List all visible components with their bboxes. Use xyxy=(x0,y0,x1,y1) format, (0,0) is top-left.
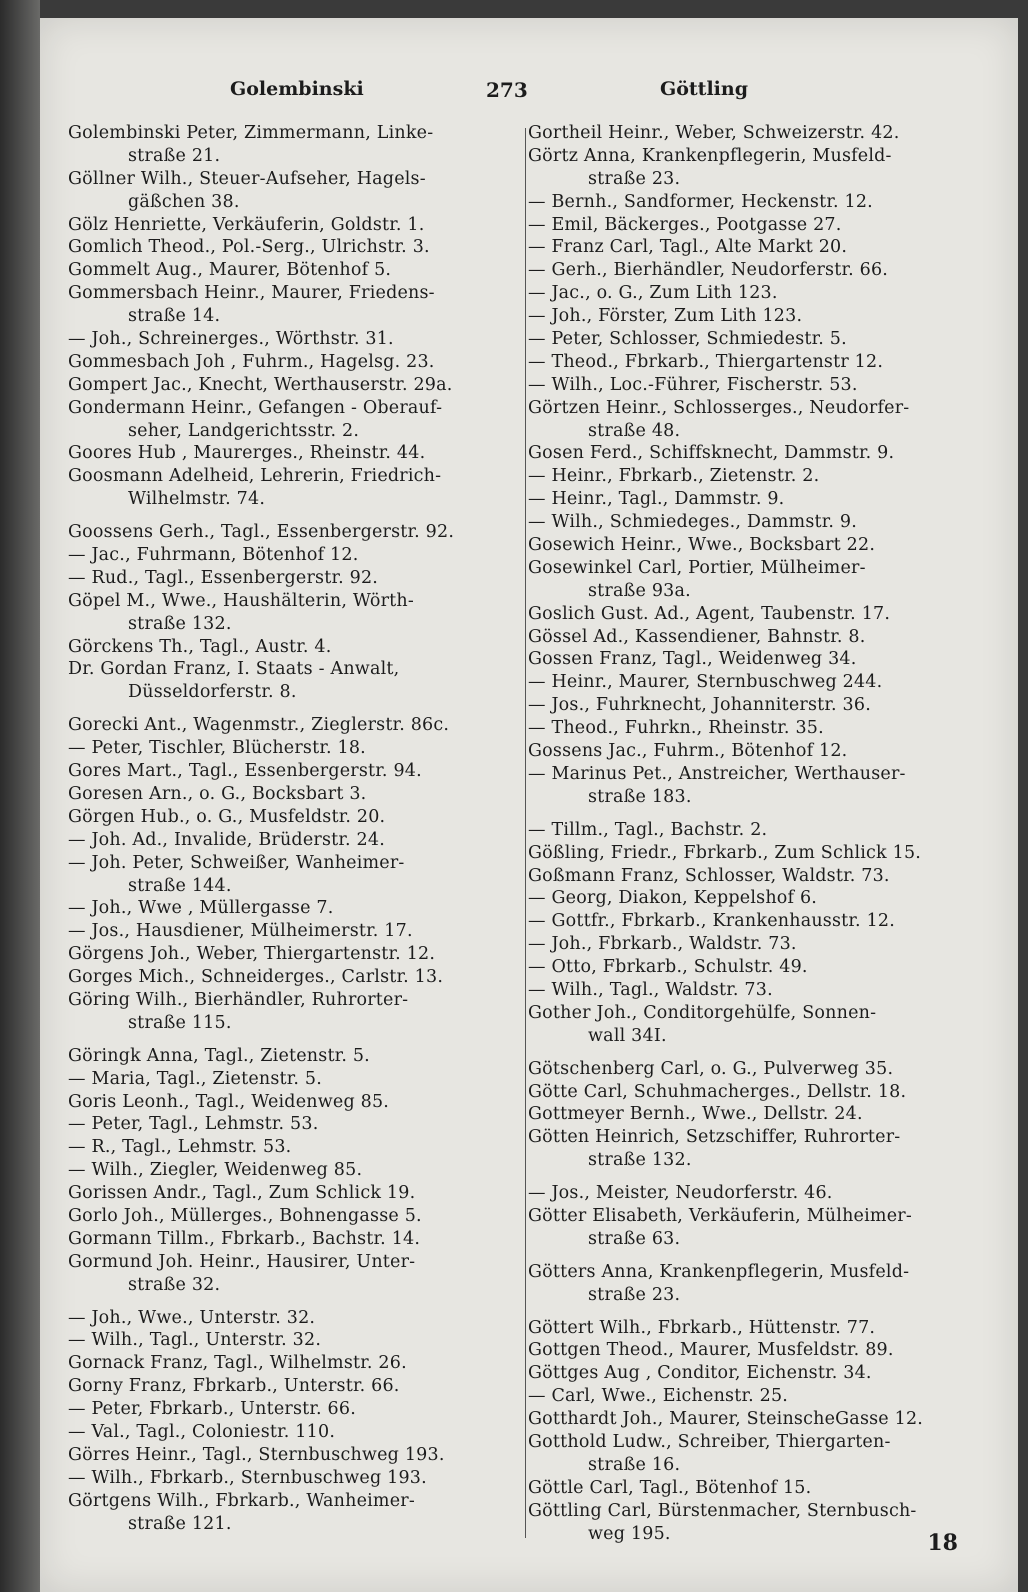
directory-entry-line: — Wilh., Ziegler, Weidenweg 85. xyxy=(68,1160,363,1181)
directory-entry-line: Götters Anna, Krankenpflegerin, Musfeld- xyxy=(528,1261,910,1282)
directory-entry-line: Gorges Mich., Schneiderges., Carlstr. 13. xyxy=(68,967,444,988)
header-left-keyword: Golembinski xyxy=(230,78,364,100)
directory-entry-line: straße 63. xyxy=(588,1228,681,1249)
directory-entry-line: Görckens Th., Tagl., Austr. 4. xyxy=(68,636,332,657)
directory-entry-line: Gossen Franz, Tagl., Weidenweg 34. xyxy=(528,649,857,670)
directory-entry-line: straße 132. xyxy=(588,1150,692,1171)
directory-entry-line: Gommelt Aug., Maurer, Bötenhof 5. xyxy=(68,260,392,281)
directory-entry-line: Gores Mart., Tagl., Essenbergerstr. 94. xyxy=(68,761,422,782)
directory-entry-line: Gomlich Theod., Pol.-Serg., Ulrichstr. 3. xyxy=(68,237,430,258)
left-column xyxy=(68,122,508,1535)
directory-entry-line: — Jac., o. G., Zum Lith 123. xyxy=(528,283,778,304)
directory-entry-line: Götschenberg Carl, o. G., Pulverweg 35. xyxy=(528,1058,894,1079)
directory-entry-line: — Emil, Bäckerges., Pootgasse 27. xyxy=(528,214,842,235)
directory-entry-line: — Carl, Wwe., Eichenstr. 25. xyxy=(528,1386,789,1407)
directory-entry-line: Goossens Gerh., Tagl., Essenbergerstr. 92. xyxy=(68,522,455,543)
directory-entry-line: Gornack Franz, Tagl., Wilhelmstr. 26. xyxy=(68,1353,407,1374)
directory-entry-line: straße 14. xyxy=(128,306,221,327)
directory-entry-line: Göttling Carl, Bürstenmacher, Sternbusch- xyxy=(528,1500,917,1521)
directory-entry-line: straße 32. xyxy=(128,1274,221,1295)
directory-entry-line: Gormann Tillm., Fbrkarb., Bachstr. 14. xyxy=(68,1228,421,1249)
directory-entry-line: Goris Leonh., Tagl., Weidenweg 85. xyxy=(68,1091,390,1112)
directory-entry-line: Götte Carl, Schuhmacherges., Dellstr. 18. xyxy=(528,1081,907,1102)
directory-entry-line: Göllner Wilh., Steuer-Aufseher, Hagels- xyxy=(68,168,426,189)
directory-entry-line: — Peter, Tischler, Blücherstr. 18. xyxy=(68,738,366,759)
directory-entry-line: — R., Tagl., Lehmstr. 53. xyxy=(68,1137,292,1158)
directory-entry-line: Gosewich Heinr., Wwe., Bocksbart 22. xyxy=(528,535,876,556)
directory-entry-line: Göringk Anna, Tagl., Zietenstr. 5. xyxy=(68,1045,370,1066)
directory-entry-line: — Bernh., Sandformer, Heckenstr. 12. xyxy=(528,191,873,212)
directory-entry-line: — Tillm., Tagl., Bachstr. 2. xyxy=(528,819,768,840)
directory-entry-line: — Jos., Hausdiener, Mülheimerstr. 17. xyxy=(68,921,413,942)
directory-entry-line: Gottgen Theod., Maurer, Musfeldstr. 89. xyxy=(528,1340,894,1361)
directory-entry-line: straße 93a. xyxy=(588,580,691,601)
directory-entry-line: gäßchen 38. xyxy=(128,191,240,212)
directory-entry-line: Görgens Joh., Weber, Thiergartenstr. 12. xyxy=(68,944,436,965)
directory-entry-line: Götten Heinrich, Setzschiffer, Ruhrorter- xyxy=(528,1127,901,1148)
directory-entry-line: straße 132. xyxy=(128,613,232,634)
directory-entry-line: straße 144. xyxy=(128,875,232,896)
directory-entry-line: — Joh., Schreinerges., Wörthstr. 31. xyxy=(68,329,394,350)
directory-entry-line: Görtzen Heinr., Schlosserges., Neudorfer- xyxy=(528,397,910,418)
directory-entry-line: straße 16. xyxy=(588,1454,681,1475)
directory-entry-line: Göttges Aug , Conditor, Eichenstr. 34. xyxy=(528,1363,872,1384)
directory-entry-line: — Wilh., Schmiedeges., Dammstr. 9. xyxy=(528,512,858,533)
directory-entry-line: Goresen Arn., o. G., Bocksbart 3. xyxy=(68,783,367,804)
directory-entry-line: Gondermann Heinr., Gefangen - Oberauf- xyxy=(68,397,443,418)
column-divider xyxy=(525,128,526,1538)
right-column xyxy=(528,122,978,1545)
directory-entry-line: Gorny Franz, Fbrkarb., Unterstr. 66. xyxy=(68,1376,400,1397)
directory-entry-line: — Wilh., Loc.-Führer, Fischerstr. 53. xyxy=(528,374,858,395)
directory-entry-line: Gosewinkel Carl, Portier, Mülheimer- xyxy=(528,557,866,578)
directory-entry-line: Düsseldorferstr. 8. xyxy=(128,682,297,703)
directory-entry-line: — Peter, Schlosser, Schmiedestr. 5. xyxy=(528,329,847,350)
directory-entry-line: Gompert Jac., Knecht, Werthauserstr. 29a. xyxy=(68,374,453,395)
directory-entry-line: straße 183. xyxy=(588,786,692,807)
directory-entry-line: — Heinr., Maurer, Sternbuschweg 244. xyxy=(528,672,883,693)
directory-entry-line: Gotthold Ludw., Schreiber, Thiergarten- xyxy=(528,1431,891,1452)
directory-entry-line: — Jos., Meister, Neudorferstr. 46. xyxy=(528,1183,833,1204)
directory-entry-line: — Joh., Wwe., Unterstr. 32. xyxy=(68,1307,316,1328)
book-spine-shadow xyxy=(0,0,40,1592)
running-header xyxy=(40,78,1018,108)
directory-entry-line: — Peter, Tagl., Lehmstr. 53. xyxy=(68,1114,319,1135)
directory-entry-line: straße 23. xyxy=(588,1284,681,1305)
directory-entry-line: Görtz Anna, Krankenpflegerin, Musfeld- xyxy=(528,145,892,166)
directory-entry-line: Gorlo Joh., Müllerges., Bohnengasse 5. xyxy=(68,1205,422,1226)
directory-entry-line: — Otto, Fbrkarb., Schulstr. 49. xyxy=(528,957,808,978)
directory-entry-line: Göring Wilh., Bierhändler, Ruhrorter- xyxy=(68,989,409,1010)
directory-entry-line: — Peter, Fbrkarb., Unterstr. 66. xyxy=(68,1399,356,1420)
directory-entry-line: Gössel Ad., Kassendiener, Bahnstr. 8. xyxy=(528,626,866,647)
directory-entry-line: — Theod., Fbrkarb., Thiergartenstr 12. xyxy=(528,351,884,372)
directory-entry-line: Gorecki Ant., Wagenmstr., Zieglerstr. 86c. xyxy=(68,715,450,736)
header-page-number: 273 xyxy=(486,78,528,102)
directory-entry-line: — Joh. Ad., Invalide, Brüderstr. 24. xyxy=(68,829,385,850)
directory-entry-line: Gölz Henriette, Verkäuferin, Goldstr. 1. xyxy=(68,214,425,235)
directory-entry-line: — Theod., Fuhrkn., Rheinstr. 35. xyxy=(528,718,824,739)
directory-entry-line: — Franz Carl, Tagl., Alte Markt 20. xyxy=(528,237,848,258)
directory-entry-line: Götter Elisabeth, Verkäuferin, Mülheimer- xyxy=(528,1205,912,1226)
directory-entry-line: Gommersbach Heinr., Maurer, Friedens- xyxy=(68,283,435,304)
directory-entry-line: — Rud., Tagl., Essenbergerstr. 92. xyxy=(68,567,379,588)
directory-entry-line: Goßmann Franz, Schlosser, Waldstr. 73. xyxy=(528,865,890,886)
directory-entry-line: Görtgens Wilh., Fbrkarb., Wanheimer- xyxy=(68,1490,415,1511)
directory-entry-line: straße 48. xyxy=(588,420,681,441)
directory-entry-line: — Joh. Peter, Schweißer, Wanheimer- xyxy=(68,852,405,873)
directory-entry-line: — Wilh., Tagl., Unterstr. 32. xyxy=(68,1330,322,1351)
directory-entry-line: Gößling, Friedr., Fbrkarb., Zum Schlick 15. xyxy=(528,842,922,863)
directory-entry-line: straße 121. xyxy=(128,1513,232,1534)
directory-entry-line: seher, Landgerichtsstr. 2. xyxy=(128,420,360,441)
directory-entry-line: Göttle Carl, Tagl., Bötenhof 15. xyxy=(528,1477,812,1498)
directory-entry-line: — Georg, Diakon, Keppelshof 6. xyxy=(528,888,818,909)
directory-entry-line: Gosen Ferd., Schiffsknecht, Dammstr. 9. xyxy=(528,443,895,464)
directory-entry-line: Goslich Gust. Ad., Agent, Taubenstr. 17. xyxy=(528,603,891,624)
directory-entry-line: — Marinus Pet., Anstreicher, Werthauser- xyxy=(528,763,906,784)
directory-entry-line: weg 195. xyxy=(588,1523,671,1544)
directory-entry-line: straße 115. xyxy=(128,1012,232,1033)
directory-entry-line: wall 34I. xyxy=(588,1025,667,1046)
directory-entry-line: straße 23. xyxy=(588,168,681,189)
directory-entry-line: Dr. Gordan Franz, I. Staats - Anwalt, xyxy=(68,659,400,680)
directory-entry-line: Goosmann Adelheid, Lehrerin, Friedrich- xyxy=(68,466,442,487)
directory-entry-line: Gotthardt Joh., Maurer, SteinscheGasse 12. xyxy=(528,1409,924,1430)
directory-entry-line: Görgen Hub., o. G., Musfeldstr. 20. xyxy=(68,806,386,827)
directory-entry-line: — Gerh., Bierhändler, Neudorferstr. 66. xyxy=(528,260,889,281)
directory-entry-line: — Heinr., Fbrkarb., Zietenstr. 2. xyxy=(528,466,820,487)
directory-entry-line: Goores Hub , Maurerges., Rheinstr. 44. xyxy=(68,443,426,464)
directory-entry-line: — Jos., Fuhrknecht, Johanniterstr. 36. xyxy=(528,695,871,716)
directory-entry-line: Wilhelmstr. 74. xyxy=(128,489,266,510)
directory-entry-line: Golembinski Peter, Zimmermann, Linke- xyxy=(68,123,434,143)
directory-entry-line: Görres Heinr., Tagl., Sternbuschweg 193. xyxy=(68,1444,445,1465)
directory-entry-line: Gottmeyer Bernh., Wwe., Dellstr. 24. xyxy=(528,1104,863,1125)
directory-entry-line: — Jac., Fuhrmann, Bötenhof 12. xyxy=(68,545,359,566)
directory-entry-line: — Heinr., Tagl., Dammstr. 9. xyxy=(528,489,785,510)
directory-entry-line: — Gottfr., Fbrkarb., Krankenhausstr. 12. xyxy=(528,911,895,932)
header-right-keyword: Göttling xyxy=(660,78,748,100)
sheet-signature: 18 xyxy=(927,1530,958,1556)
directory-entry-line: Göpel M., Wwe., Haushälterin, Wörth- xyxy=(68,590,414,611)
directory-entry-line: Gormund Joh. Heinr., Hausirer, Unter- xyxy=(68,1251,416,1272)
directory-entry-line: — Wilh., Fbrkarb., Sternbuschweg 193. xyxy=(68,1467,427,1488)
directory-entry-line: Gother Joh., Conditorgehülfe, Sonnen- xyxy=(528,1002,877,1023)
directory-entry-line: Gossens Jac., Fuhrm., Bötenhof 12. xyxy=(528,741,848,762)
directory-entry-line: Gortheil Heinr., Weber, Schweizerstr. 42. xyxy=(528,123,900,143)
directory-entry-line: — Maria, Tagl., Zietenstr. 5. xyxy=(68,1068,323,1089)
directory-entry-line: — Val., Tagl., Coloniestr. 110. xyxy=(68,1421,336,1442)
directory-page xyxy=(40,18,1018,1592)
directory-entry-line: Gommesbach Joh , Fuhrm., Hagelsg. 23. xyxy=(68,351,435,372)
directory-entry-line: — Wilh., Tagl., Waldstr. 73. xyxy=(528,979,773,1000)
directory-entry-line: Gorissen Andr., Tagl., Zum Schlick 19. xyxy=(68,1183,416,1204)
directory-entry-line: — Joh., Förster, Zum Lith 123. xyxy=(528,306,803,327)
directory-entry-line: straße 21. xyxy=(128,145,221,166)
directory-entry-line: — Joh., Fbrkarb., Waldstr. 73. xyxy=(528,934,797,955)
directory-entry-line: — Joh., Wwe , Müllergasse 7. xyxy=(68,898,334,919)
directory-entry-line: Göttert Wilh., Fbrkarb., Hüttenstr. 77. xyxy=(528,1317,876,1338)
